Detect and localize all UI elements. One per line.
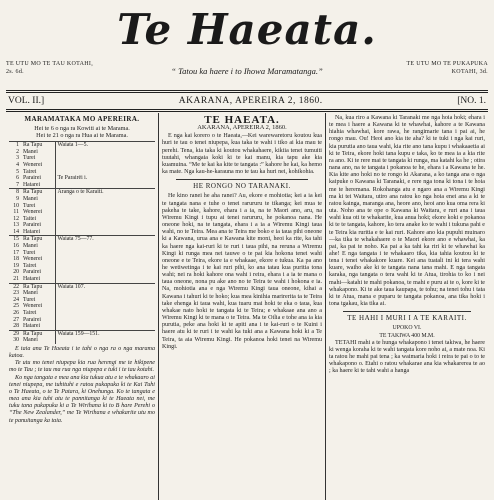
- calendar-note: [55, 229, 155, 236]
- calendar-row: [9, 216, 155, 223]
- calendar-note: [55, 256, 155, 263]
- calendar-note: [55, 290, 155, 297]
- calendar-day-number: 14: [13, 228, 19, 235]
- calendar-note: [55, 243, 155, 250]
- calendar-row: [9, 276, 155, 283]
- calendar-day-name: Manei: [23, 195, 38, 202]
- column-calendar: [6, 113, 159, 500]
- calendar-day-number: 21: [13, 276, 19, 283]
- continued-text: Na, kua riro a Kawana ki Taranaki me nga hoia hoki; ehara i te mea i haere a Kawana ki te whawhai, kahore a te Kawana hiahia whawhai, kore rawa, he rangimarie tana i pai ai, he rongo mau. Ou! Heoi ano kia ite aha? ki te tuki i nga kai ruri, kia purutia ano taua wahi, kia rite ano tana kupu i whakaaetia ai ki te Teira, ekore hoki tana kupu e taka, ko te mea ia a kia rite ra ano. Ki te rere mai te tangata ki runga, ma katahi ka he ; otira nana ano, na te tangata i pokanoa te he, ehara i a Kawana te he. Kia kite ano hoki no te rongo ki Akarana, a ko tanga ana o nga kaipuke o Kawana ki Taranaki, e rere nga tona ki tona i te hoia me te heremana. Rokohanga atu e ngaro ana a Wiremu Kingi ma ki tei Waitara, utiro ana ratou ko nga hoia enei ana a ki te ratou kainga, maranga ana, heore ano, heoi ano kua oma rera ki uta. Noho ana te ope o Kawana ki Waitara, e ruri ana i taua wahi kua oti te whakarite, kua anua hoki; ekore koki e pokanoa ki te te tangata, kahore, ko tera anake ko te wahi i tukuna pahi e te Teira kia ruritia e te kai ruri. Kahore ano kia pupuhi muinaro—ka tika te whakahaere o te Maori ekore ano e whawhai, ka pai, ka pai te noho. Ka pai a ka tahi ka riri ki te whawhai ka ahe! E nga tangata i te whakaaro tika, kia tahia koutou ki te tena i tenei whakakore kuare. Kei ana tuatali ini ki tera wahi kuare, waiho ake ki te tangata nana tana mahi. E nga tangata karaka, nga tangata o tera wahi ki te Atua, tirohia to ko i nei mahi—katahi te mahi pokanoa, te mahi e puru ai te o, kore ki te whakapono. Ki te ake taua kaupapa, te tohu; na tenei tohu i tata ki te Atua, mana e puparu te tangata pokanoa, ana tika hoki i tona tgakau, kia tika ai.: [329, 115, 485, 308]
- calendar-note: [55, 203, 155, 210]
- calendar-note: [55, 297, 155, 304]
- calendar-header-line: Hei te 6 o nga ra Kowiti ai te Marama.: [34, 125, 130, 133]
- calendar-table: [9, 141, 155, 344]
- subheader: [6, 60, 488, 90]
- calendar-day-name: Wenerei: [23, 209, 43, 216]
- calendar-row: [9, 142, 155, 149]
- calendar-note: [55, 303, 155, 310]
- calendar-note: Waiata 159—151.: [55, 330, 155, 337]
- section-divider: [343, 311, 471, 312]
- calendar-day-number: 28: [13, 323, 19, 330]
- calendar-day-number: 19: [13, 262, 19, 269]
- calendar-note: [55, 310, 155, 317]
- calendar-day-name: Manei: [23, 290, 38, 297]
- calendar-day-number: 11: [13, 209, 19, 216]
- calendar-day-name: Tairei: [23, 262, 37, 269]
- calendar-note: Waiata 75—77.: [55, 236, 155, 243]
- taranaki-title: HE RONGO NO TARANAKI.: [193, 182, 291, 191]
- calendar-day-number: 22: [9, 283, 21, 290]
- issue-date: AKARANA, APEREIRA 2, 1860.: [178, 96, 323, 106]
- calendar-day-name: Turei: [23, 155, 36, 162]
- calendar-day-name: Parairei: [23, 175, 42, 182]
- calendar-day-name: Parairei: [23, 316, 42, 323]
- calendar-row: [9, 317, 155, 324]
- calendar-note: [55, 269, 155, 276]
- calendar-day-number: 25: [13, 303, 19, 310]
- calendar-note: [55, 250, 155, 257]
- calendar-note: [55, 216, 155, 223]
- volume-label: VOL. II.]: [8, 96, 45, 106]
- chapter-label: UPOKO VI.: [392, 325, 422, 332]
- single-copy-price: TE UTU MO TE PUKAPUKA KOTAHI, 3d.: [406, 61, 488, 75]
- calendar-row: [9, 337, 155, 344]
- calendar-note: [55, 263, 155, 270]
- calendar-note: [55, 155, 155, 162]
- calendar-row: [9, 303, 155, 310]
- calendar-day-name: Ra Tapu: [21, 330, 55, 337]
- taranaki-text: He kino ranei he aha ranei? Au, ekore e mohiotia; kei a ia kei te tangata nana e tuhe o tenei rarururu te tikanga; kei mua te pakeha te take, kahore, ehara i a ia, na te Maori ano, aru, na Wiremu Kingi i tupu ai tenei rarururu, he pokanoa nana. He oneone hoki, na te tangata, ehara i a ia a Wiremu Kingi taua wahi, no te Teira. Mea ana te Teira me boko e ia taua pihi oneone ki a Kawana, urua ana e Kawana kite moni, heoi ka rite, ka tahi ka haere nga kai-ruri ki te ruri i taua pihi, na reruna a Wiremu Kingi ki runga mea nei tauwe o te pai kia hokona tenei wahi oneone e te Teira, ekore ia e whakaae, ekore e tukua. Ka pa ano he wetiwetinga i te kai ruri pihi, ko ana tatau kua puritia tona wahi; nei ra hoki kahore ona wahi i reira, ehara i a ia te mana o taua oneone, nona pu ake ano no te Teira te wahi i hokona e ia. Na, mohiotia ana e nga Wiremu Kingi taua oneone, kihai a Kawana i tahuri ki te hoko; kua mea kinihia marirerita ta te Teira take ehenga ki taua wahi, kua tuaru mai hoki te eka o taua, kua whakae nato hoki te tangata ki te Teira; e whakaae ana ano a Wiremu Kingi ki te mana o te Teira. Ma te Oilia e tohe ana ia kia purutia, peke ana hoki ki te apiti ana i te kai-ruri o te Kuini i haere atu ki te ruri i te wahi ka tuki ana a Kawana hoki ki a Te Teira, ta aia Wiremu Kingi. He pokanoa hoki tenei na Wiremu Kingi.: [162, 193, 322, 350]
- calendar-day-name: Parairei: [23, 222, 42, 229]
- calendar-day-number: 3: [16, 155, 19, 162]
- calendar-day-name: Wenerei: [23, 256, 43, 263]
- calendar-row: [9, 256, 155, 263]
- calendar-row: [9, 203, 155, 210]
- motto: “ Tatou ka haere i to Ihowa Maramatanga.”: [171, 66, 323, 76]
- calendar-note: [55, 182, 155, 189]
- calendar-day-number: 8: [9, 189, 21, 196]
- calendar-note: [55, 162, 155, 169]
- calendar-row: [9, 155, 155, 162]
- calendar-note: [55, 276, 155, 283]
- editorial-date: AKARANA, APEREIRA 2, 1860.: [197, 124, 287, 132]
- calendar-day-number: 7: [16, 181, 19, 188]
- calendar-row: [9, 182, 155, 189]
- calendar-note: Waiata 107.: [55, 283, 155, 290]
- calendar-note: [55, 323, 155, 330]
- calendar-row: [9, 283, 155, 290]
- calendar-row: [9, 175, 155, 182]
- calendar-day-name: Turei: [23, 296, 36, 303]
- calendar-day-number: 17: [13, 249, 19, 256]
- calendar-row: [9, 330, 155, 337]
- calendar-row: [9, 323, 155, 330]
- calendar-day-name: Hatarei: [23, 181, 41, 188]
- subscription-price: TE UTU MO TE TAU KOTAHI, 2s. 6d.: [6, 61, 94, 75]
- calendar-day-number: 29: [9, 330, 21, 337]
- calendar-day-number: 10: [13, 202, 19, 209]
- calendar-day-name: Hatarei: [23, 228, 41, 235]
- calendar-day-number: 23: [13, 290, 19, 297]
- calendar-day-name: Taitei: [23, 215, 37, 222]
- calendar-day-name: Manei: [23, 337, 38, 344]
- calendar-day-number: 30: [13, 337, 19, 344]
- calendar-row: [9, 222, 155, 229]
- calendar-day-number: 15: [9, 236, 21, 243]
- section-divider: [176, 179, 308, 180]
- church-title: TE HAHI I MURI I A TE KARAITI.: [347, 314, 467, 323]
- masthead-title: Te Haeata.: [117, 5, 377, 54]
- calendar-day-name: Ra Tapu: [21, 189, 55, 196]
- calendar-row: [9, 196, 155, 203]
- bottom-rule: [6, 109, 488, 112]
- notice-paragraph: E taia ana Te Haeata i te tahi o nga ra o nga marama katoa.: [9, 345, 155, 360]
- calendar-day-name: Manei: [23, 148, 38, 155]
- calendar-day-number: 20: [13, 269, 19, 276]
- calendar-note: [55, 222, 155, 229]
- calendar-day-number: 2: [16, 148, 19, 155]
- calendar-day-name: Turei: [23, 249, 36, 256]
- calendar-day-name: Ra Tapu: [21, 236, 55, 243]
- calendar-note: Te Parairēi i.: [55, 175, 155, 182]
- calendar-note: [55, 317, 155, 324]
- calendar-day-name: Manei: [23, 243, 38, 250]
- calendar-row: [9, 269, 155, 276]
- calendar-day-name: Parairei: [23, 269, 42, 276]
- calendar-day-number: 1: [9, 142, 21, 149]
- calendar-day-name: Turei: [23, 202, 36, 209]
- calendar-note: [55, 337, 155, 344]
- calendar-day-number: 16: [13, 243, 19, 250]
- calendar-note: Aranga o te Karaiti.: [55, 189, 155, 196]
- issue-number: [NO. 1.: [457, 96, 486, 106]
- calendar-note: [55, 169, 155, 176]
- dateline: [6, 93, 488, 109]
- calendar-header-line: Hei te 21 o nga ra Hua ai te Marama.: [36, 132, 128, 140]
- church-text: TETAHI mahi a te hunga whakapono i tenei takiwa, he haere ki wenga koraha ki te wahi tangata kore noho ai, a mate noa. Ki ta ratou he mahi pai tena ; ka waimaria hoki i reira te pai o to te whakapono o. Etahi o ratou whakarae ana kia whakarerea te ao ; ka haere ki te tahi wahi a hanga: [329, 339, 485, 375]
- period-label: TE TAKIWA 400 M.M.: [379, 332, 435, 339]
- calendar-note: [55, 209, 155, 216]
- calendar-row: [9, 149, 155, 156]
- calendar-note: [55, 196, 155, 203]
- calendar-day-number: 26: [13, 310, 19, 316]
- editorial-text: E nga kai korero o te Haeata,—Kei warewaretoru koutou kua huri te tau o tenei niupepa, kua taka te wahi i tiko ai kia mau te perehi. Tena, kia taka ki koutou whakahaere, kikiia tenei tumuiti tuutahi, whangaia koki ki te kai manu, kia tapu ake kia kuamuina. “Me te kai ka kite te tangata :” kahore he kai, ka hemo ka mate. Nga kau-he-karauna mo te tau ka huri nei, kohikohia.: [162, 133, 322, 176]
- calendar-day-name: Tairei: [23, 168, 37, 175]
- calendar-row: [9, 290, 155, 297]
- calendar-row: [9, 297, 155, 304]
- calendar-day-name: Wenerei: [23, 303, 43, 310]
- calendar-row: [9, 243, 155, 250]
- editorial-title: TE HAEATA.: [204, 114, 280, 126]
- columns: [6, 113, 488, 500]
- column-continued: [326, 113, 488, 500]
- calendar-row: [9, 310, 155, 317]
- column-editorial: [159, 113, 326, 500]
- calendar-title: MARAMATAKA MO APEREIRA.: [24, 115, 140, 123]
- calendar-row: [9, 229, 155, 236]
- calendar-day-name: Hatarei: [23, 276, 41, 283]
- calendar-day-name: Tairei: [23, 310, 37, 316]
- calendar-day-number: 4: [16, 161, 19, 168]
- calendar-day-name: Wenerei: [23, 161, 43, 168]
- calendar-day-name: Ra Tapu: [21, 283, 55, 290]
- calendar-row: [9, 250, 155, 257]
- calendar-day-number: 9: [16, 195, 19, 202]
- calendar-day-name: Ra Tapu: [21, 142, 55, 149]
- calendar-day-name: Hatarei: [23, 323, 41, 330]
- calendar-day-number: 12: [13, 215, 19, 222]
- calendar-row: [9, 209, 155, 216]
- calendar-day-number: 18: [13, 256, 19, 263]
- calendar-row: [9, 169, 155, 176]
- calendar-day-number: 27: [13, 316, 19, 323]
- calendar-row: [9, 236, 155, 243]
- calendar-row: [9, 162, 155, 169]
- notice-paragraph: Ko nga tangata e mea ana kia tukua atu e te whakaaro ai tenei niupepa, me tuhituhi e ratou pukapuka ki te Kai Tuhi o Te Haeata, o te Te Patara, ki Onehunga. Ko te tangata e mea ana kia tuhi atu te pannitanga ki te Haeata nei, me tuku tana pukapuka ki a Te Wirihana ki to B hare Perehi o “The New Zealander,” me Te Wirihana e whakarite utu mo te panuitanga ka taia.: [9, 374, 155, 424]
- calendar-note: [55, 149, 155, 156]
- calendar-day-number: 13: [13, 222, 19, 229]
- calendar-day-number: 6: [16, 175, 19, 182]
- calendar-row: [9, 189, 155, 196]
- calendar-note: Waiata 1—5.: [55, 142, 155, 149]
- calendar-row: [9, 263, 155, 270]
- notice-paragraph: Te utu mo tenei niupepa kia rua herengi me te hikipene mo te Tau ; te tau ma rua nga niupepa e tuki i te tau kotahi.: [9, 360, 155, 374]
- calendar-day-number: 24: [13, 296, 19, 303]
- calendar-day-number: 5: [16, 168, 19, 175]
